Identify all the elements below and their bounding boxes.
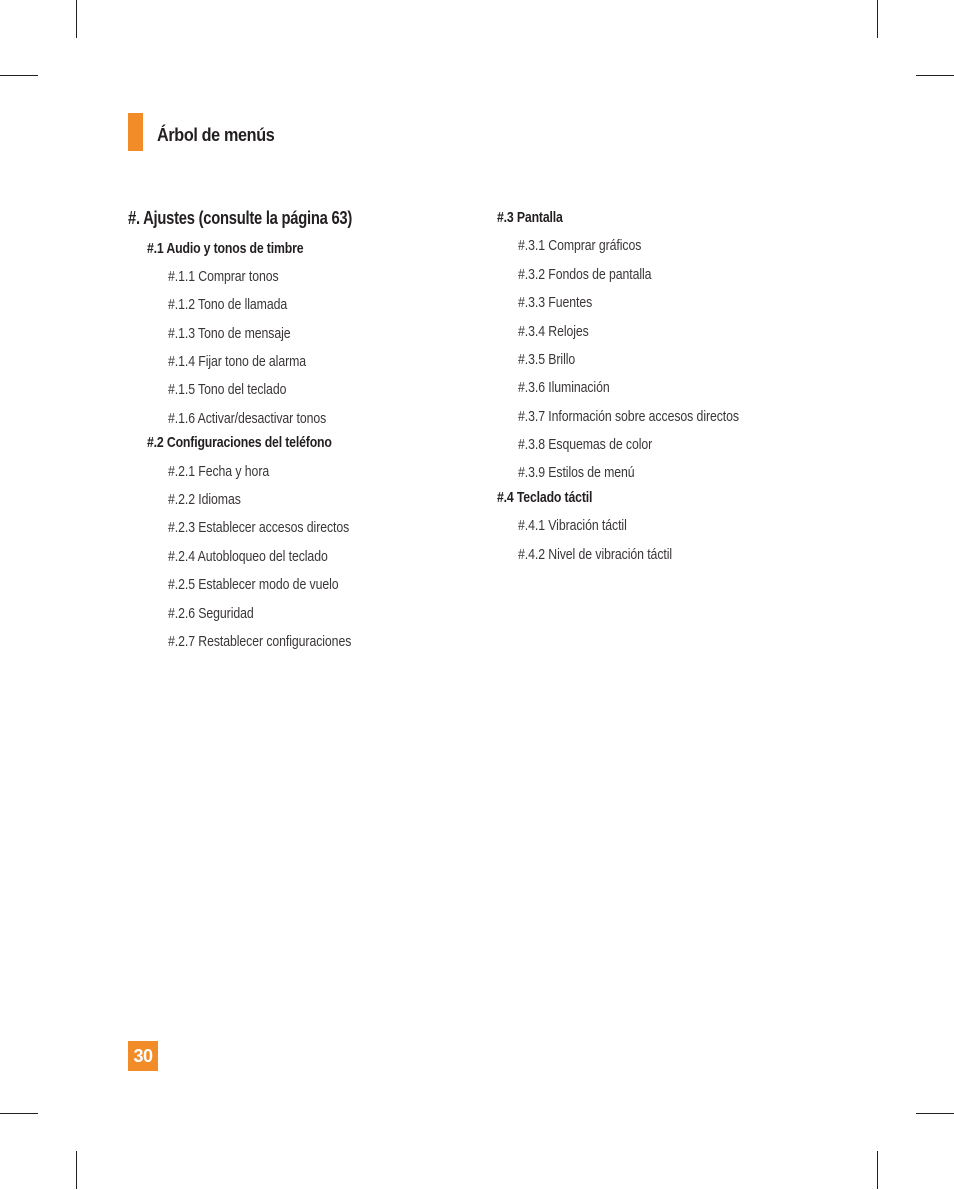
menu-item: #.3.2 Fondos de pantalla <box>518 266 652 283</box>
menu-item: #.4.2 Nivel de vibración táctil <box>518 546 673 563</box>
menu-item: #.2.7 Restablecer configuraciones <box>168 633 352 650</box>
menu-item: #.1.3 Tono de mensaje <box>168 325 291 342</box>
menu-item: #.3.8 Esquemas de color <box>518 436 653 453</box>
crop-mark <box>916 75 954 76</box>
crop-mark <box>76 1151 77 1189</box>
page-number: 30 <box>128 1041 158 1071</box>
menu-item: #.3.9 Estilos de menú <box>518 464 635 481</box>
crop-mark <box>877 0 878 38</box>
menu-item: #.1.5 Tono del teclado <box>168 381 287 398</box>
menu-item: #.2.5 Establecer modo de vuelo <box>168 576 339 593</box>
crop-mark <box>877 1151 878 1189</box>
menu-item: #.2.1 Fecha y hora <box>168 463 270 480</box>
menu-item: #.3.5 Brillo <box>518 351 576 368</box>
menu-item: #.2.4 Autobloqueo del teclado <box>168 548 328 565</box>
menu-item: #.3.4 Relojes <box>518 323 589 340</box>
menu-item: #.3.6 Iluminación <box>518 379 610 396</box>
menu-item: #.1.1 Comprar tonos <box>168 268 279 285</box>
crop-mark <box>916 1113 954 1114</box>
menu-item: #.2.3 Establecer accesos directos <box>168 519 350 536</box>
menu-item: #.2.2 Idiomas <box>168 491 241 508</box>
menu-item: #.3.1 Comprar gráficos <box>518 237 642 254</box>
menu-item: #.3.3 Fuentes <box>518 294 593 311</box>
menu-item: #.3.7 Información sobre accesos directos <box>518 408 739 425</box>
menu-item: #.1.2 Tono de llamada <box>168 296 288 313</box>
section-accent-bar <box>128 113 143 151</box>
menu-group-label: #.1 Audio y tonos de timbre <box>147 240 304 257</box>
menu-item: #.4.1 Vibración táctil <box>518 517 627 534</box>
menu-item: #.1.6 Activar/desactivar tonos <box>168 410 327 427</box>
crop-mark <box>0 1113 38 1114</box>
menu-group-label: #.3 Pantalla <box>497 209 563 226</box>
crop-mark <box>0 75 38 76</box>
menu-item: #.1.4 Fijar tono de alarma <box>168 353 307 370</box>
menu-group-label: #.4 Teclado táctil <box>497 489 593 506</box>
menu-item: #.2.6 Seguridad <box>168 605 254 622</box>
section-title: Árbol de menús <box>157 125 275 145</box>
menu-heading: #. Ajustes (consulte la página 63) <box>128 208 353 228</box>
menu-group-label: #.2 Configuraciones del teléfono <box>147 434 332 451</box>
crop-mark <box>76 0 77 38</box>
